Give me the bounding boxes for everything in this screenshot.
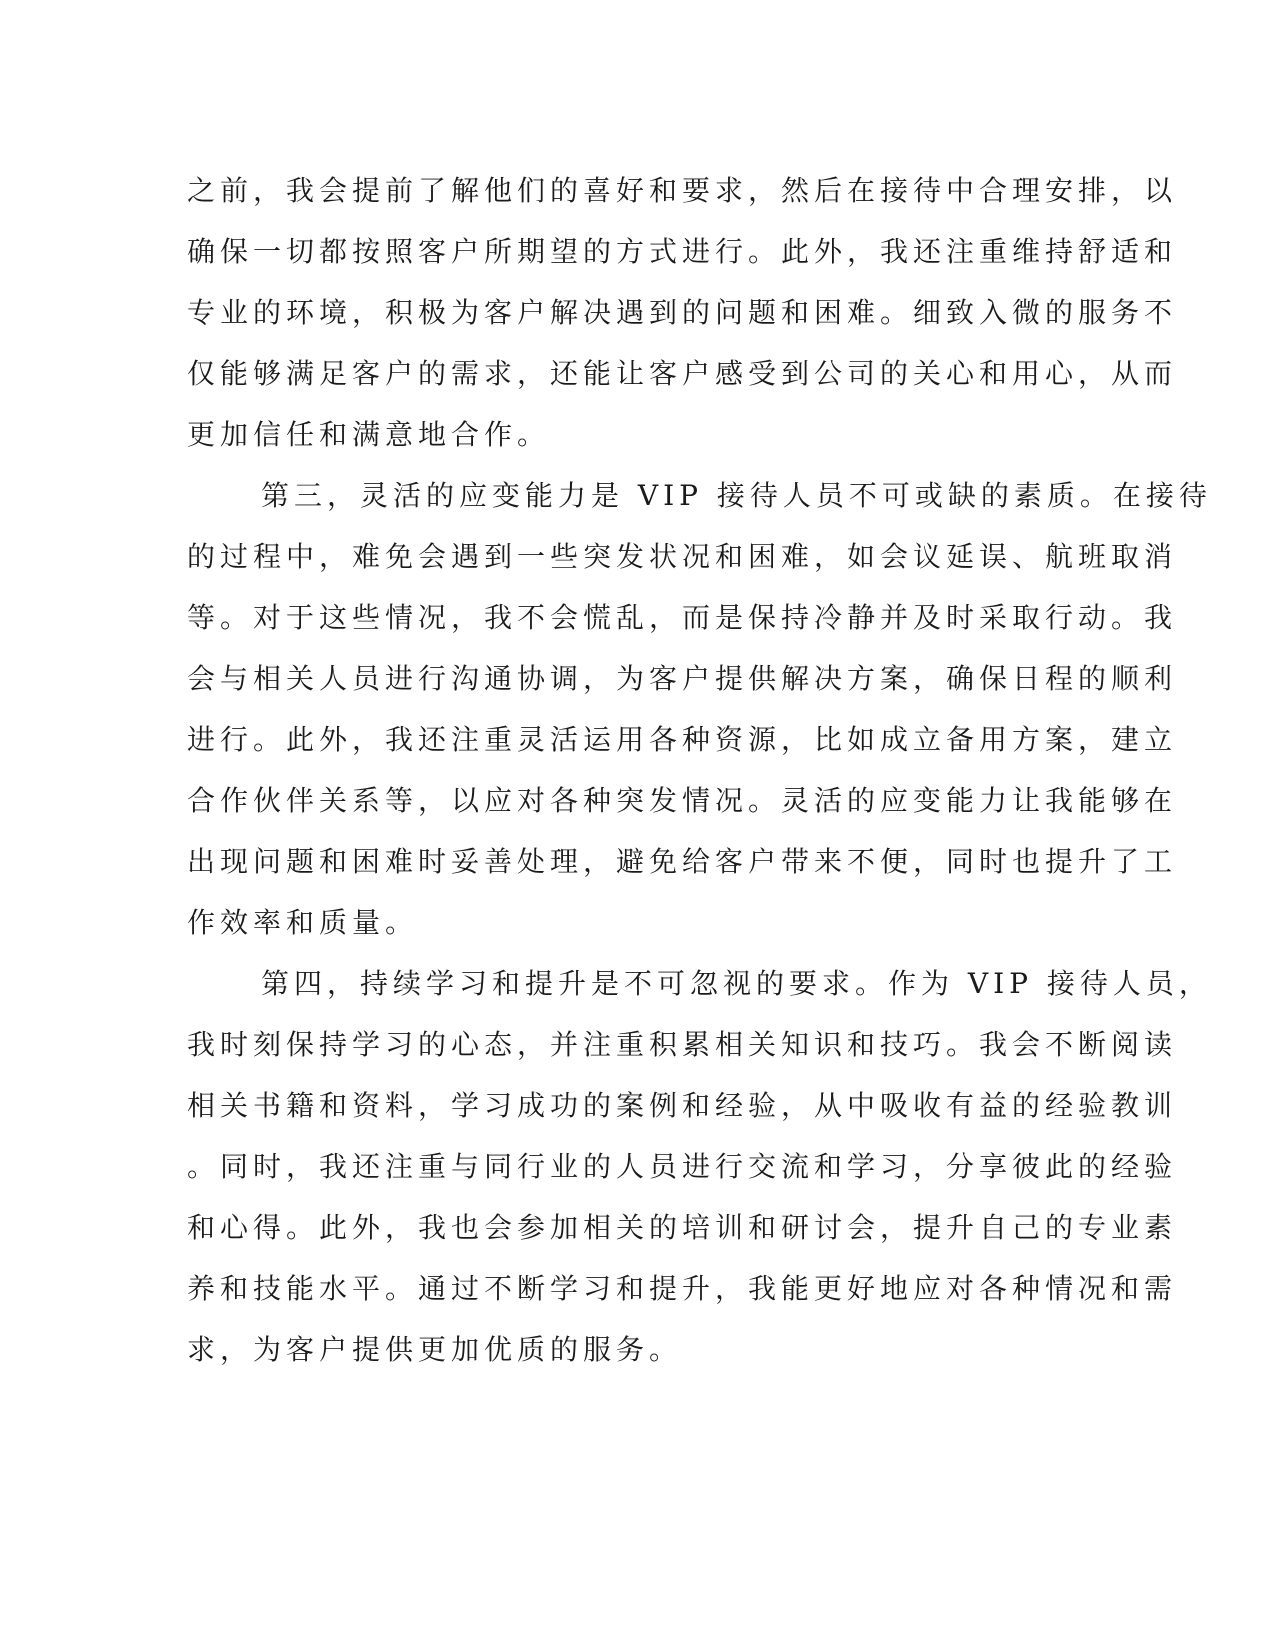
body-text — [187, 160, 1212, 1380]
paragraph-1 — [187, 160, 1178, 465]
text-line: 。同时，我还注重与同行业的人员进行交流和学习，分享彼此的经验 — [187, 1150, 1178, 1183]
text-line: 更加信任和满意地合作。 — [187, 418, 551, 451]
text-line: 确保一切都按照客户所期望的方式进行。此外，我还注重维持舒适和 — [187, 235, 1178, 268]
text-line: 专业的环境，积极为客户解决遇到的问题和困难。细致入微的服务不 — [187, 296, 1178, 329]
text-line: 作效率和质量。 — [187, 906, 419, 939]
paragraph-3 — [187, 953, 1212, 1380]
text-line: 进行。此外，我还注重灵活运用各种资源，比如成立备用方案，建立 — [187, 723, 1178, 756]
paragraph-2 — [187, 465, 1212, 953]
text-line: 仅能够满足客户的需求，还能让客户感受到公司的关心和用心，从而 — [187, 357, 1178, 390]
text-line: 等。对于这些情况，我不会慌乱，而是保持冷静并及时采取行动。我 — [187, 601, 1178, 634]
text-line: 出现问题和困难时妥善处理，避免给客户带来不便，同时也提升了工 — [187, 845, 1178, 878]
text-line: 和心得。此外，我也会参加相关的培训和研讨会，提升自己的专业素 — [187, 1211, 1178, 1244]
text-line-indented: 第三，灵活的应变能力是 VIP 接待人员不可或缺的素质。在接待 — [261, 479, 1212, 512]
text-line-indented: 第四，持续学习和提升是不可忽视的要求。作为 VIP 接待人员， — [261, 967, 1212, 1000]
text-line: 之前，我会提前了解他们的喜好和要求，然后在接待中合理安排，以 — [187, 174, 1178, 207]
text-line: 会与相关人员进行沟通协调，为客户提供解决方案，确保日程的顺利 — [187, 662, 1178, 695]
text-line: 养和技能水平。通过不断学习和提升，我能更好地应对各种情况和需 — [187, 1272, 1178, 1305]
text-line: 我时刻保持学习的心态，并注重积累相关知识和技巧。我会不断阅读 — [187, 1028, 1178, 1061]
text-line: 合作伙伴关系等，以应对各种突发情况。灵活的应变能力让我能够在 — [187, 784, 1178, 817]
text-line: 的过程中，难免会遇到一些突发状况和困难，如会议延误、航班取消 — [187, 540, 1178, 573]
text-line: 相关书籍和资料，学习成功的案例和经验，从中吸收有益的经验教训 — [187, 1089, 1178, 1122]
text-line: 求，为客户提供更加优质的服务。 — [187, 1333, 683, 1366]
